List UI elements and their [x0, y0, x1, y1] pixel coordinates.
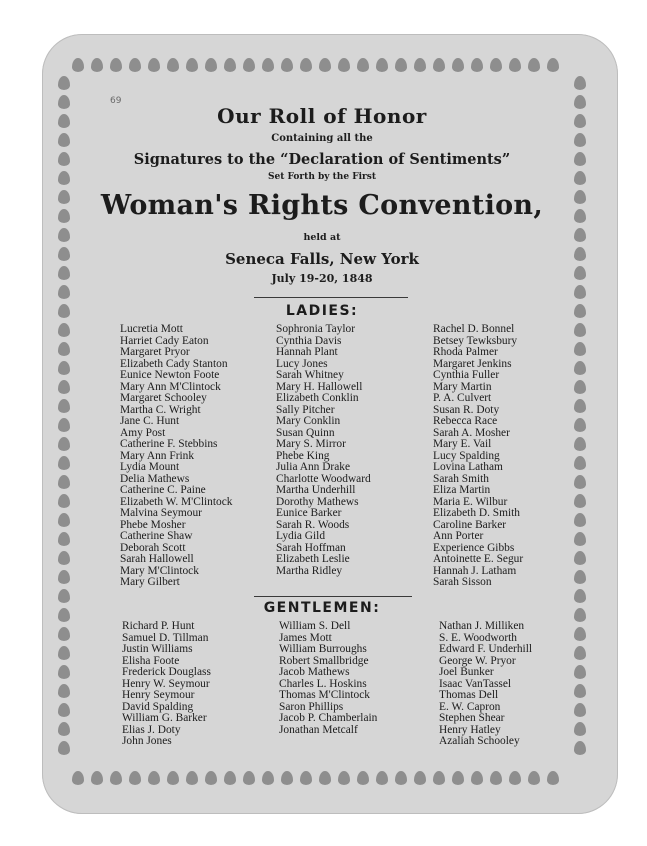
signer-name: Eunice Barker — [276, 507, 342, 519]
leaf-ornament — [574, 532, 586, 546]
leaf-ornament — [357, 58, 369, 72]
signer-name: Hannah Plant — [276, 346, 338, 358]
leaf-ornament — [574, 399, 586, 413]
signer-name: Delia Mathews — [120, 472, 190, 485]
signer-name: Phebe Mosher — [120, 518, 186, 531]
signer-name: Sarah A. Mosher — [433, 426, 510, 439]
leaf-ornament — [452, 58, 464, 72]
signer-name: William G. Barker — [122, 712, 207, 724]
leaf-ornament — [58, 285, 70, 299]
leaf-ornament — [395, 58, 407, 72]
leaf-ornament — [72, 58, 84, 72]
signer-name: Sally Pitcher — [276, 403, 335, 416]
signer-name: Jacob Mathews — [279, 666, 350, 678]
signer-name: Isaac VanTassel — [439, 677, 512, 690]
signer-name: Elizabeth Leslie — [276, 553, 350, 565]
signer-name: Experience Gibbs — [433, 541, 515, 554]
leaf-ornament — [58, 475, 70, 489]
signer-name: Nathan J. Milliken — [439, 620, 525, 632]
leaf-ornament — [433, 771, 445, 785]
signer-name: Martha Underhill — [276, 484, 356, 496]
signer-name: Sarah Hoffman — [276, 541, 346, 554]
signer-name: Eunice Newton Foote — [120, 369, 220, 381]
leaf-ornament — [574, 722, 586, 736]
leaf-ornament — [338, 771, 350, 785]
signer-name: Lydia Gild — [276, 530, 326, 542]
leaf-ornament — [58, 380, 70, 394]
signer-name: James Mott — [279, 631, 332, 644]
signer-name: Deborah Scott — [120, 541, 186, 554]
signer-name: Cynthia Davis — [276, 334, 342, 347]
gentlemen-column-1 — [122, 621, 211, 748]
signer-name: Ann Porter — [433, 530, 484, 542]
heading-convention: Woman's Rights Convention, — [100, 190, 544, 221]
signer-name: Lucretia Mott — [120, 323, 183, 335]
signer-name: Susan Quinn — [276, 426, 335, 439]
leaf-ornament — [110, 58, 122, 72]
leaf-ornament — [433, 58, 445, 72]
leaf-ornament — [509, 58, 521, 72]
signer-name: Jonathan Metcalf — [279, 723, 358, 736]
leaf-ornament — [471, 771, 483, 785]
signer-name: Antoinette E. Segur — [433, 553, 524, 565]
leaf-ornament — [262, 771, 274, 785]
leaf-ornament — [58, 627, 70, 641]
signer-name: Rebecca Race — [433, 415, 498, 427]
leaf-ornament — [574, 627, 586, 641]
signer-name: Justin Williams — [122, 643, 193, 655]
signer-name: David Spalding — [122, 700, 194, 713]
signer-name: Harriet Cady Eaton — [120, 334, 209, 347]
leaf-ornament — [58, 722, 70, 736]
leaf-ornament — [58, 399, 70, 413]
signer-name: Amy Post — [120, 426, 166, 439]
signer-name: Maria E. Wilbur — [433, 495, 508, 508]
signer-name: Jacob P. Chamberlain — [279, 712, 378, 724]
leaf-ornament — [186, 771, 198, 785]
leaf-ornament — [574, 741, 586, 755]
signer-name: Richard P. Hunt — [122, 620, 195, 632]
heading-set-forth: Set Forth by the First — [268, 172, 376, 182]
signer-name: Edward F. Underhill — [439, 643, 533, 655]
leaf-ornament — [376, 771, 388, 785]
signer-name: Mary S. Mirror — [276, 438, 346, 450]
leaf-ornament — [91, 58, 103, 72]
signer-name: Rhoda Palmer — [433, 346, 498, 358]
leaf-ornament — [58, 361, 70, 375]
signer-name: Henry W. Seymour — [122, 677, 210, 690]
leaf-ornament — [574, 456, 586, 470]
leaf-ornament — [574, 570, 586, 584]
leaf-ornament — [414, 58, 426, 72]
signer-name: Frederick Douglass — [122, 666, 211, 678]
signer-name: S. E. Woodworth — [439, 631, 517, 644]
leaf-ornament — [129, 58, 141, 72]
leaf-ornament — [281, 771, 293, 785]
leaf-ornament — [58, 646, 70, 660]
signer-name: Lucy Jones — [276, 357, 328, 370]
leaf-ornament — [528, 58, 540, 72]
leaf-ornament — [528, 771, 540, 785]
signer-name: Phebe King — [276, 449, 330, 462]
leaf-ornament — [243, 58, 255, 72]
signer-name: Sarah Hallowell — [120, 553, 194, 565]
leaf-ornament — [319, 771, 331, 785]
signer-name: Joel Bunker — [439, 666, 494, 678]
leaf-ornament — [574, 665, 586, 679]
signer-name: Stephen Shear — [439, 712, 505, 724]
leaf-ornament — [574, 475, 586, 489]
leaf-ornament — [300, 771, 312, 785]
heading-containing: Containing all the — [271, 133, 373, 144]
leaf-ornament — [58, 342, 70, 356]
signer-name: Robert Smallbridge — [279, 654, 369, 667]
leaf-ornament — [129, 771, 141, 785]
signer-name: Malvina Seymour — [120, 507, 202, 519]
leaf-ornament — [110, 771, 122, 785]
ladies-heading: LADIES: — [285, 303, 359, 319]
signer-name: Catherine C. Paine — [120, 484, 206, 496]
signer-name: Elizabeth Cady Stanton — [120, 357, 228, 370]
signer-name: Margaret Jenkins — [433, 357, 512, 370]
signer-name: Mary Gilbert — [120, 576, 180, 588]
signer-name: Mary Conklin — [276, 415, 341, 427]
signer-name: Mary Martin — [433, 380, 492, 393]
signer-name: Mary M'Clintock — [120, 564, 199, 577]
signer-name: P. A. Culvert — [433, 392, 492, 404]
signer-name: Jane C. Hunt — [120, 415, 180, 427]
leaf-ornament — [574, 323, 586, 337]
leaf-ornament — [471, 58, 483, 72]
leaf-ornament — [574, 361, 586, 375]
ladies-column-3 — [433, 324, 523, 589]
leaf-ornament — [91, 771, 103, 785]
signer-name: George W. Pryor — [439, 654, 516, 667]
leaf-ornament — [574, 646, 586, 660]
signer-name: Catherine Shaw — [120, 530, 193, 542]
leaf-ornament — [205, 58, 217, 72]
leaf-ornament — [58, 551, 70, 565]
leaf-ornament — [58, 418, 70, 432]
leaf-ornament — [58, 665, 70, 679]
signer-name: Thomas Dell — [439, 689, 499, 701]
leaf-ornament — [574, 437, 586, 451]
signer-name: Martha Ridley — [276, 564, 343, 577]
signer-name: Mary E. Vail — [433, 438, 492, 450]
signer-name: William S. Dell — [279, 620, 351, 632]
signer-name: Hannah J. Latham — [433, 564, 517, 577]
signer-name: Elizabeth W. M'Clintock — [120, 495, 233, 508]
signer-name: Saron Phillips — [279, 700, 344, 713]
signer-name: Lydia Mount — [120, 461, 180, 473]
leaf-ornament — [243, 771, 255, 785]
signer-name: Margaret Schooley — [120, 392, 207, 404]
signer-name: Susan R. Doty — [433, 403, 500, 416]
leaf-ornament — [574, 418, 586, 432]
gentlemen-column-3 — [439, 621, 532, 748]
leaf-ornament — [547, 771, 559, 785]
signer-name: Elias J. Doty — [122, 723, 181, 736]
leaf-ornament — [300, 58, 312, 72]
signer-name: Sarah Sisson — [433, 576, 492, 588]
heading-signatures: Signatures to the “Declaration of Sentiments” — [133, 151, 511, 168]
page-title: Our Roll of Honor — [217, 104, 427, 128]
ladies-column-1 — [120, 324, 232, 589]
signer-name: Sarah Whitney — [276, 369, 344, 381]
leaf-ornament — [574, 285, 586, 299]
leaf-ornament — [574, 76, 586, 90]
heading-held-at: held at — [303, 232, 341, 243]
leaf-ornament — [338, 58, 350, 72]
leaf-ornament — [319, 58, 331, 72]
signer-name: Mary Ann Frink — [120, 449, 195, 462]
gentlemen-heading: GENTLEMEN: — [263, 600, 381, 616]
signer-name: Cynthia Fuller — [433, 369, 500, 381]
signer-name: Lovina Latham — [433, 461, 503, 473]
leaf-ornament — [490, 771, 502, 785]
signer-name: Elisha Foote — [122, 654, 180, 667]
leaf-ornament — [58, 741, 70, 755]
leaf-ornament — [574, 551, 586, 565]
signer-name: Martha C. Wright — [120, 403, 201, 416]
leaf-ornament — [58, 684, 70, 698]
leaf-ornament — [58, 76, 70, 90]
leaf-ornament — [58, 437, 70, 451]
leaf-ornament — [58, 456, 70, 470]
leaf-ornament — [224, 58, 236, 72]
signer-name: Henry Seymour — [122, 689, 195, 701]
leaf-ornament — [148, 771, 160, 785]
leaf-ornament — [547, 58, 559, 72]
leaf-ornament — [224, 771, 236, 785]
signer-name: Sarah Smith — [433, 472, 490, 485]
leaf-ornament — [574, 513, 586, 527]
signer-name: Betsey Tewksbury — [433, 334, 518, 347]
signer-name: Mary H. Hallowell — [276, 380, 363, 393]
leaf-ornament — [509, 771, 521, 785]
signer-name: Caroline Barker — [433, 518, 507, 531]
signer-name: Sophronia Taylor — [276, 323, 356, 335]
leaf-ornament — [205, 771, 217, 785]
leaf-ornament — [58, 323, 70, 337]
leaf-ornament — [414, 771, 426, 785]
signer-name: Charles L. Hoskins — [279, 677, 367, 690]
leaf-ornament — [574, 342, 586, 356]
leaf-ornament — [281, 58, 293, 72]
heading-date: July 19-20, 1848 — [271, 272, 373, 285]
leaf-ornament — [58, 703, 70, 717]
leaf-ornament — [58, 513, 70, 527]
signer-name: Eliza Martin — [433, 484, 491, 496]
signer-name: Lucy Spalding — [433, 449, 500, 462]
ladies-column-2 — [276, 324, 371, 577]
divider-middle — [254, 596, 412, 597]
leaf-ornament — [167, 771, 179, 785]
leaf-ornament — [574, 703, 586, 717]
leaf-ornament — [574, 684, 586, 698]
signer-name: E. W. Capron — [439, 700, 501, 713]
signer-name: Dorothy Mathews — [276, 495, 359, 508]
leaf-ornament — [452, 771, 464, 785]
signer-name: William Burroughs — [279, 643, 367, 655]
leaf-ornament — [262, 58, 274, 72]
divider-top — [254, 297, 408, 298]
signer-name: Julia Ann Drake — [276, 461, 351, 473]
heading-place: Seneca Falls, New York — [225, 250, 419, 268]
signer-name: Elizabeth D. Smith — [433, 507, 520, 519]
signer-name: John Jones — [122, 735, 172, 747]
gentlemen-column-2 — [279, 621, 377, 736]
leaf-ornament — [58, 494, 70, 508]
signer-name: Samuel D. Tillman — [122, 631, 209, 644]
signer-name: Thomas M'Clintock — [279, 689, 370, 701]
signer-name: Elizabeth Conklin — [276, 392, 359, 404]
signer-name: Margaret Pryor — [120, 346, 190, 358]
leaf-ornament — [167, 58, 179, 72]
signer-name: Mary Ann M'Clintock — [120, 380, 221, 393]
leaf-ornament — [395, 771, 407, 785]
leaf-ornament — [58, 532, 70, 546]
leaf-ornament — [490, 58, 502, 72]
signer-name: Sarah R. Woods — [276, 518, 350, 531]
leaf-ornament — [574, 380, 586, 394]
signer-name: Henry Hatley — [439, 723, 501, 736]
leaf-ornament — [72, 771, 84, 785]
signer-name: Rachel D. Bonnel — [433, 323, 515, 335]
leaf-ornament — [148, 58, 160, 72]
leaf-ornament — [58, 570, 70, 584]
leaf-ornament — [376, 58, 388, 72]
leaf-ornament — [186, 58, 198, 72]
leaf-ornament — [574, 494, 586, 508]
pencil-mark: 69 — [110, 96, 122, 106]
leaf-ornament — [357, 771, 369, 785]
signer-name: Catherine F. Stebbins — [120, 438, 218, 450]
signer-name: Charlotte Woodward — [276, 472, 371, 485]
signer-name: Azaliah Schooley — [439, 735, 520, 747]
